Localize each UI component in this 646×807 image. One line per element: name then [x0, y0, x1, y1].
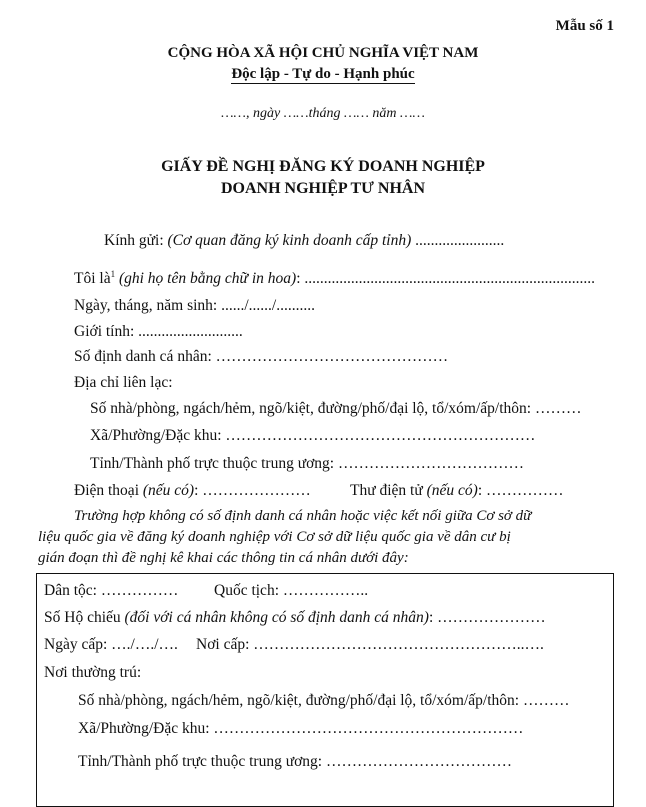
- issue-date-line[interactable]: Ngày cấp: …./…./….: [44, 636, 178, 653]
- residence-province-line[interactable]: Tỉnh/Thành phố trực thuộc trung ương: ………………………………: [78, 753, 512, 770]
- id-number-line[interactable]: Số định danh cá nhân: ………………………………………: [74, 348, 449, 365]
- email-line: [350, 482, 564, 500]
- residence-label: Nơi thường trú:: [44, 664, 142, 681]
- passport-line: [44, 609, 546, 627]
- recipient-label: Kính gửi:: [104, 232, 168, 249]
- name-dots[interactable]: : ...........................................................................: [296, 270, 595, 288]
- note-line2: liệu quốc gia về đăng ký doanh nghiệp với Cơ sở dữ liệu quốc gia về dân cư bị: [38, 529, 511, 545]
- phone-hint: (nếu có): [142, 482, 195, 499]
- nation-heading: CỘNG HÒA XÃ HỘI CHỦ NGHĨA VIỆT NAM: [167, 45, 479, 61]
- note-line1: Trường hợp không có số định danh cá nhân hoặc việc kết nối giữa Cơ sở dữ: [74, 508, 532, 524]
- contact-province-line[interactable]: Tỉnh/Thành phố trực thuộc trung ương: ………………………………: [90, 455, 524, 472]
- form-number: Mẫu số 1: [555, 18, 614, 34]
- passport-hint: (đối với cá nhân không có số định danh cá nhân): [124, 609, 429, 626]
- passport-label: Số Hộ chiếu: [44, 609, 125, 626]
- contact-ward-line[interactable]: Xã/Phường/Đặc khu: ……………………………………………………: [90, 427, 536, 444]
- name-hint: (ghi họ tên bằng chữ in hoa): [115, 270, 297, 288]
- note-line3: gián đoạn thì đề nghị kê khai các thông tin cá nhân dưới đây:: [38, 550, 409, 566]
- name-line: [74, 269, 595, 288]
- recipient-dots[interactable]: .......................: [411, 232, 505, 249]
- phone-dots[interactable]: : …………………: [194, 482, 311, 499]
- email-hint: (nếu có): [426, 482, 478, 499]
- ethnicity-line[interactable]: Dân tộc: ……………: [44, 582, 179, 599]
- dob-line[interactable]: Ngày, tháng, năm sinh: ....../....../..........: [74, 297, 315, 314]
- motto-text: Độc lập - Tự do - Hạnh phúc: [231, 66, 415, 82]
- recipient-hint: (Cơ quan đăng ký kinh doanh cấp tỉnh): [167, 232, 412, 249]
- document-title-line2: DOANH NGHIỆP TƯ NHÂN: [220, 180, 425, 197]
- residence-street-line[interactable]: Số nhà/phòng, ngách/hẻm, ngõ/kiệt, đường/phố/đại lộ, tổ/xóm/ấp/thôn: ………: [78, 692, 570, 709]
- phone-label: Điện thoại: [74, 482, 143, 499]
- issue-place-line[interactable]: Nơi cấp: ……………………………………………..….: [196, 636, 544, 653]
- date-line: ……, ngày ……tháng …… năm ……: [221, 106, 425, 121]
- phone-line: [74, 482, 311, 500]
- motto: [0, 66, 646, 83]
- footnote-marker: 1: [110, 269, 116, 279]
- name-label: Tôi là: [74, 270, 111, 288]
- recipient-line: [104, 232, 504, 250]
- residence-ward-line[interactable]: Xã/Phường/Đặc khu: ……………………………………………………: [78, 720, 524, 737]
- nationality-line[interactable]: Quốc tịch: ……………..: [214, 582, 369, 599]
- contact-street-line[interactable]: Số nhà/phòng, ngách/hẻm, ngõ/kiệt, đường/phố/đại lộ, tổ/xóm/ấp/thôn: ………: [90, 400, 582, 417]
- gender-line[interactable]: Giới tính: ...........................: [74, 323, 243, 340]
- email-dots[interactable]: : ……………: [477, 482, 564, 499]
- contact-address-label: Địa chỉ liên lạc:: [74, 374, 173, 391]
- passport-dots[interactable]: : …………………: [428, 609, 546, 626]
- email-label: Thư điện tử: [350, 482, 427, 499]
- document-title-line1: GIẤY ĐỀ NGHỊ ĐĂNG KÝ DOANH NGHIỆP: [161, 158, 485, 175]
